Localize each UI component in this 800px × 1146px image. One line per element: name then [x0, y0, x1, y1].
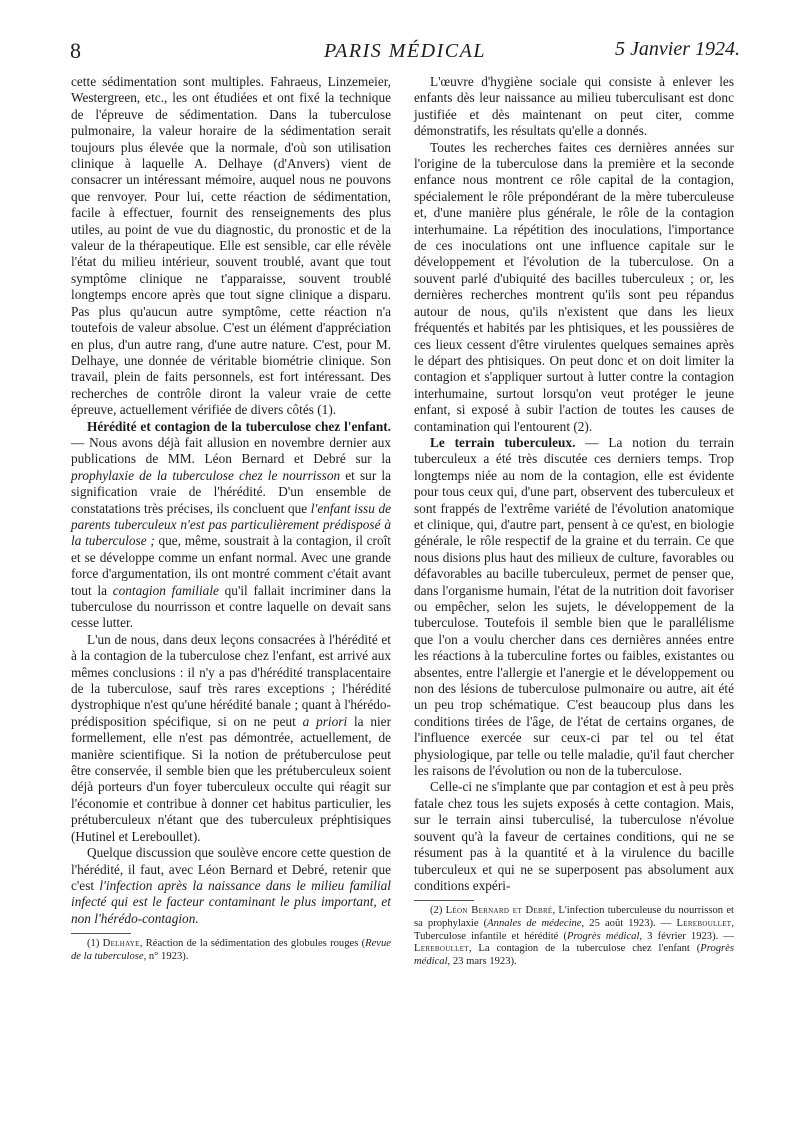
footnote-divider: [71, 933, 131, 934]
left-column: [71, 74, 391, 963]
journal-title: PARIS MÉDICAL: [324, 40, 486, 62]
paragraph-lecons: L'un de nous, dans deux leçons consacrées à l'hérédité et à la contagion de la tuberculose chez l'enfant, est arrivé aux mêmes conclusions : il n'y a pas d'hérédité transplacentaire de la tuberculose, sauf très rares exceptions ; l'hérédité dystrophique n'est qu'une hérédité banale ; quant à l'hérédo-prédisposition spécifique, si on ne peut a priori la nier formellement, elle n'est pas démontrée, actuellement, de manière scientifique. Si la notion de prétuberculose peut être conservée, il semble bien que les prétuberculeux soient déjà porteurs d'un foyer tuberculeux occulte qui réagit sur l'économie et contribue à donner cet habitus particulier, les prétuberculeux n'étant que des tuberculeux préphtisiques (Hutinel et Lereboullet).: [71, 631, 392, 844]
footnote-1: (1) Delhaye, Réaction de la sédimentation des globules rouges (Revue de la tuberculose, n° 1923).: [71, 938, 391, 962]
paragraph-implantation: Celle-ci ne s'implante que par contagion et est à peu près fatale chez tous les sujets exposés à cette contagion. Mais, sur le terrain ainsi tuberculisé, la tuberculose n'évolue souvent qu'à la faveur de certaines conditions, qui ne se résument pas à la quantité et à la virulence du bacille tuberculeux et qui ne se superposent pas absolument aux conditions expéri-: [414, 779, 734, 893]
paragraph-heredite: Hérédité et contagion de la tuberculose chez l'enfant. — Nous avons déjà fait allusion en novembre dernier aux publications de MM. Léon Bernard et Debré sur la prophylaxie de la tuberculose chez le nourrisson et sur la signification vraie de l'hérédité. D'un ensemble de constatations très précises, ils concluent que l'enfant issu de parents tuberculeux n'est pas particulièrement prédisposé à la tuberculose ; que, même, soustrait à la contagion, il croît et se développe comme un enfant normal. Avec une grande force d'argumentation, ils ont montré comment c'était avant tout la contagion familiale qu'il fallait incriminer dans la tuberculose du nourrisson et contre laquelle on devait sans cesse lutter.: [71, 418, 392, 631]
paragraph-recherches: Toutes les recherches faites ces dernières années sur l'origine de la tuberculose dans la première et la seconde enfance nous montrent ce rôle capital de la contagion, spécialement le rôle prépondérant de la mère tuberculeuse et, d'une manière plus générale, le rôle de la contagion interhumaine. La répétition des inoculations, l'importance de ces inoculations ont une influence capitale sur le développement et l'évolution de la tuberculose. On a souvent parlé d'ubiquité des bacilles tuberculeux ; or, les dernières recherches montrent qu'ils sont peu répandus autour de nous, qu'ils n'existent que dans les lieux fréquentés et habités par les phtisiques, et les poussières de ces lieux cessent d'être virulentes quelques semaines après le départ des phtisiques. On peut donc et on doit limiter la contagion et s'appliquer surtout à lutter contre la contagion interhumaine, surtout lorsqu'on veut protéger le jeune enfant, si exposé à subir l'action de toutes les causes de contamination qui l'entourent (2).: [414, 139, 734, 434]
paragraph-discussion: Quelque discussion que soulève encore cette question de l'hérédité, il faut, avec Léon Bernard et Debré, retenir que c'est l'infection après la naissance dans le milieu familial infecté qui est le facteur contaminant le plus important, et non l'hérédo-contagion.: [71, 845, 391, 926]
issue-date: 5 Janvier 1924.: [615, 38, 740, 60]
running-header: [70, 38, 740, 68]
paragraph-hygiene: L'œuvre d'hygiène sociale qui consiste à enlever les enfants dès leur naissance au milieu tuberculisant est donc justifiée et dès maintenant on peut citer, comme démonstratifs, les résultats qu'elle a donnés.: [414, 74, 734, 139]
page-number: 8: [70, 38, 81, 63]
section-heading-terrain: Le terrain tuberculeux.: [430, 434, 576, 450]
section-heading-heredite: Hérédité et contagion de la tuberculose chez l'enfant.: [87, 418, 391, 434]
paragraph-sedimentation: cette sédimentation sont multiples. Fahraeus, Linzemeier, Westergreen, etc., les ont étudiées et ont fixé la technique de l'épreuve de sédimentation. Dans la tuberculose pulmonaire, la valeur horaire de la sédimentation serait toujours plus élevée que la normale, d'où son utilisation clinique à laquelle A. Delhaye (d'Anvers) vient de consacrer un intéressant mémoire, auquel nous ne pouvons que renvoyer. Pour lui, cette réaction de sédimentation, facile à effectuer, fournit des renseignements des plus utiles, au point de vue du diagnostic, du pronostic et de la valeur de la thérapeutique. Elle est sensible, car elle révèle l'état du milieu intérieur, souvent troublé, avant que tout symptôme clinique ne t'apparaisse, souvent troublé longtemps encore après que tout signe clinique a disparu. Pas plus qu'aucun autre symptôme, cette réaction n'a toutefois de valeur absolue. C'est un élément d'appréciation en plus, d'un autre rang, d'une autre nature. C'est, pour M. Delhaye, une donnée de véritable biométrie clinique. Son travail, plein de faits personnels, est fort intéressant. Des recherches de contrôle diront la valeur vraie de cette épreuve, actuellement vérifiée de divers côtés (1).: [71, 74, 391, 418]
footnote-divider: [414, 900, 474, 901]
paragraph-terrain: Le terrain tuberculeux. — La notion du terrain tuberculeux a été très discutée ces derniers temps. Trop longtemps niée au nom de la contagion, elle est évidente pour tous ceux qui, d'une part, observent des tuberculeux et sont frappés de l'extrême variété de l'évolution anatomique et clinique, qui, d'autre part, pensent à ce qu'est, en biologie générale, le rôle respectif de la graine et du terrain. Ce que nous disions plus haut des milieux de culture, favorables ou défavorables au bacille tuberculeux, permet de penser que, dans l'organisme humain, l'état de la nutrition doit favoriser ou empêcher, selon les sujets, le développement de la tuberculose. Toutefois il semble bien que le parallélisme que l'on a voulu chercher dans ces dernières années entre les réactions à la tuberculine fortes ou faibles, existantes ou absentes, entre l'allergie et l'anergie et le développement ou non des lésions de tuberculose pulmonaire ou autre, ait été un peu trop schématique. C'est beaucoup plus dans les conditions tirées de l'âge, de l'état de certains organes, de l'influence exercée sur ceux-ci par tel ou tel état physiologique, par telle ou telle maladie, qu'il faut chercher les raisons de l'évolution ou non de la tuberculose.: [414, 434, 734, 779]
footnote-2: (2) Léon Bernard et Debré, L'infection tuberculeuse du nourrisson et sa prophylaxie (Annales de médecine, 25 août 1923). — Lereboullet, Tuberculose infantile et hérédité (Progrès médical, 3 février 1923). — Lereboullet, La contagion de la tuberculose chez l'enfant (Progrès médical, 23 mars 1923).: [414, 905, 735, 967]
right-column: [414, 74, 734, 968]
